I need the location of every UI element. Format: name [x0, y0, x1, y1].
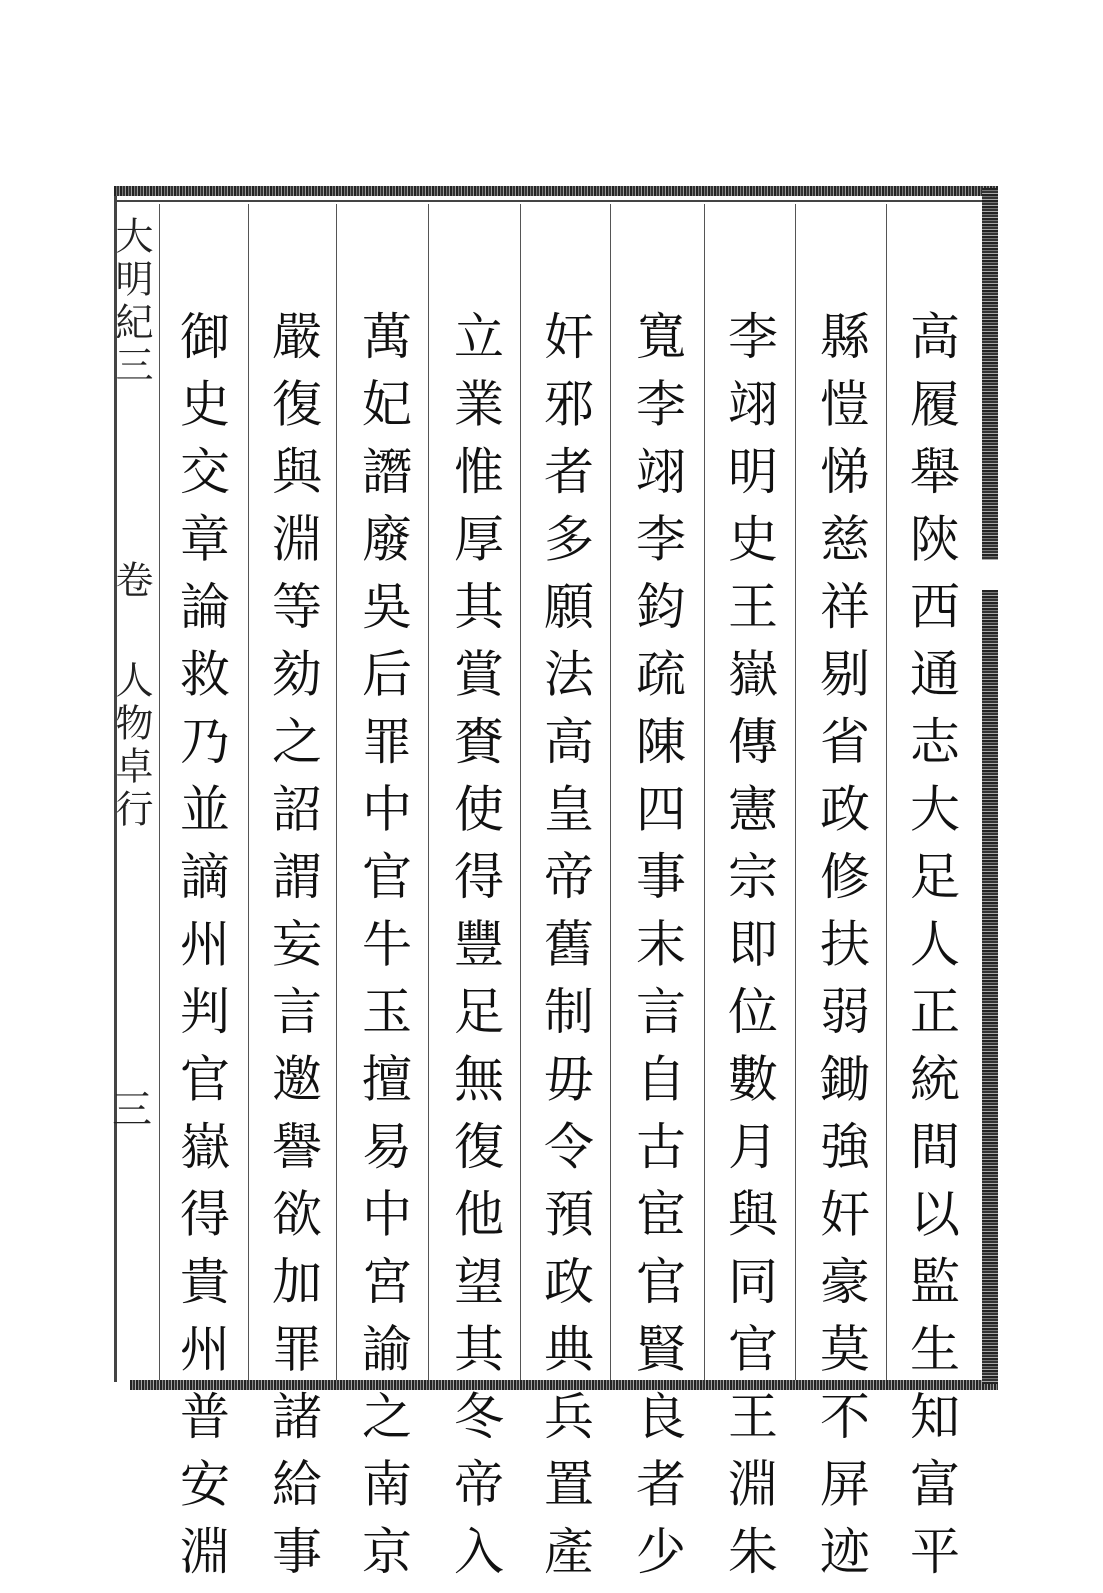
- text-column-3: 李翊明史王嶽傳憲宗即位數月與同官王淵朱: [720, 310, 778, 1593]
- top-inner-rule: [114, 200, 984, 202]
- text-column-5: 奸邪者多願法高皇帝舊制毋令預政典兵置產: [536, 310, 594, 1593]
- text-column-6: 立業惟厚其賞賚使得豐足無復他望其冬帝入: [446, 310, 504, 1593]
- right-border-break: [978, 560, 1002, 590]
- margin-section: 人物卓行: [109, 660, 153, 832]
- text-column-2: 縣愷悌慈祥剔省政修扶弱鋤強奸豪莫不屏迹: [812, 310, 870, 1593]
- margin-book-title: 大明紀三: [109, 216, 153, 388]
- text-column-8: 嚴復與淵等劾之詔謂妄言邀譽欲加罪諸給事: [264, 310, 322, 1593]
- text-column-9: 御史交章論救乃並謫州判官嶽得貴州普安淵: [172, 310, 230, 1593]
- top-border-rule: [114, 186, 998, 196]
- text-column-7: 萬妃譖廢吳后罪中官牛玉擅易中宮諭之南京: [354, 310, 412, 1593]
- column-divider: [159, 204, 160, 1380]
- column-divider: [520, 204, 521, 1380]
- right-border-rule: [982, 188, 998, 1384]
- page-number: 三: [112, 1087, 152, 1133]
- text-column-4: 寬李翊李鈞疏陳四事末言自古宦官賢良者少: [628, 310, 686, 1593]
- text-column-1: 高履舉陝西通志大足人正統間以監生知富平: [902, 310, 960, 1593]
- column-divider: [795, 204, 796, 1380]
- column-divider: [248, 204, 249, 1380]
- column-divider: [610, 204, 611, 1380]
- column-divider: [428, 204, 429, 1380]
- margin-chapter: 卷: [109, 560, 153, 603]
- column-divider: [704, 204, 705, 1380]
- column-divider: [336, 204, 337, 1380]
- column-divider: [886, 204, 887, 1380]
